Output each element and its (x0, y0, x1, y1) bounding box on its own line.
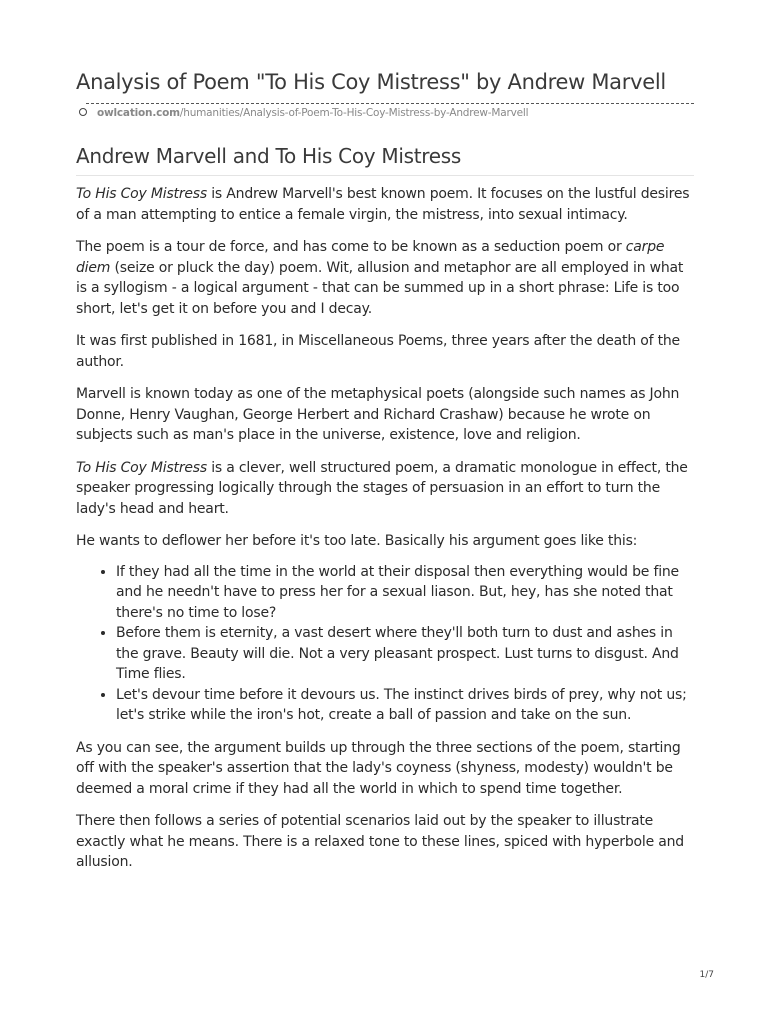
source-url-domain: owlcation.com (97, 107, 180, 119)
argument-list (76, 562, 694, 726)
poem-title-italic: To His Coy Mistress (76, 459, 207, 476)
poem-title-italic: To His Coy Mistress (76, 186, 207, 202)
list-item: • Before them is eternity, a vast desert where they'll both turn to dust and ashes in the grave. Beauty will die. Not a very pleasant prospect. Lust turns to disgust. And Time flies. (116, 623, 694, 685)
source-url-path: /humanities/Analysis-of-Poem-To-His-Coy-Mistress-by-Andrew-Marvell (179, 107, 529, 119)
paragraph-sections: As you can see, the argument builds up through the three sections of the poem, starting off with the speaker's assertion that the lady's coyness (shyness, modesty) wouldn't be deemed a moral crime if they had all the world in which to spend time together. (76, 739, 681, 797)
paragraph-text: is Andrew Marvell's best known poem. It focuses on the lustful desires of a man attempting to entice a female virgin, the mistress, into sexual intimacy. (76, 186, 690, 223)
link-circle-icon (79, 108, 87, 116)
paragraph-carpe-diem (76, 237, 694, 319)
list-item: • If they had all the time in the world at their disposal then everything would be fine and he needn't have to press her for a sexual liason. But, hey, has she noted that there's no time to lose? (116, 562, 694, 624)
section-heading: Andrew Marvell and To His Coy Mistress (76, 143, 694, 176)
paragraph-text: The poem is a tour de force, and has come to be known as a seduction poem or (76, 239, 626, 255)
source-url-row (76, 99, 694, 121)
paragraph-metaphysical: Marvell is known today as one of the metaphysical poets (alongside such names as John Donne, Henry Vaughan, George Herbert and Richard Crashaw) because he wrote on subjects such as man's place in the universe, existence, love and religion. (76, 386, 680, 443)
page-number: 1/7 (699, 970, 714, 980)
document-page (76, 0, 694, 873)
paragraph-text: is a clever, well structured poem, a dramatic monologue in effect, the speaker progressing logically through the stages of persuasion in an effort to turn the lady's head and heart. (76, 459, 688, 517)
paragraph-argument-intro: He wants to deflower her before it's too late. Basically his argument goes like this: (76, 533, 638, 549)
list-item: • Let's devour time before it devours us. The instinct drives birds of prey, why not us; let's strike while the iron's hot, create a ball of passion and take on the sun. (116, 685, 694, 726)
source-url[interactable] (97, 104, 528, 122)
paragraph-intro (76, 184, 694, 225)
paragraph-publication: It was first published in 1681, in Miscellaneous Poems, three years after the death of the author. (76, 333, 680, 370)
page-title: Analysis of Poem "To His Coy Mistress" by Andrew Marvell (76, 70, 666, 94)
paragraph-text: (seize or pluck the day) poem. Wit, allusion and metaphor are all employed in what is a syllogism - a logical argument - that can be summed up in a short phrase: Life is too short, let's get it on before you and I decay. (76, 259, 684, 317)
paragraph-scenarios: There then follows a series of potential scenarios laid out by the speaker to illustrate exactly what he means. There is a relaxed tone to these lines, spiced with hyperbole and allusion. (76, 813, 684, 870)
paragraph-structure (76, 458, 694, 520)
carpe-diem-italic: carpe diem (76, 239, 665, 276)
